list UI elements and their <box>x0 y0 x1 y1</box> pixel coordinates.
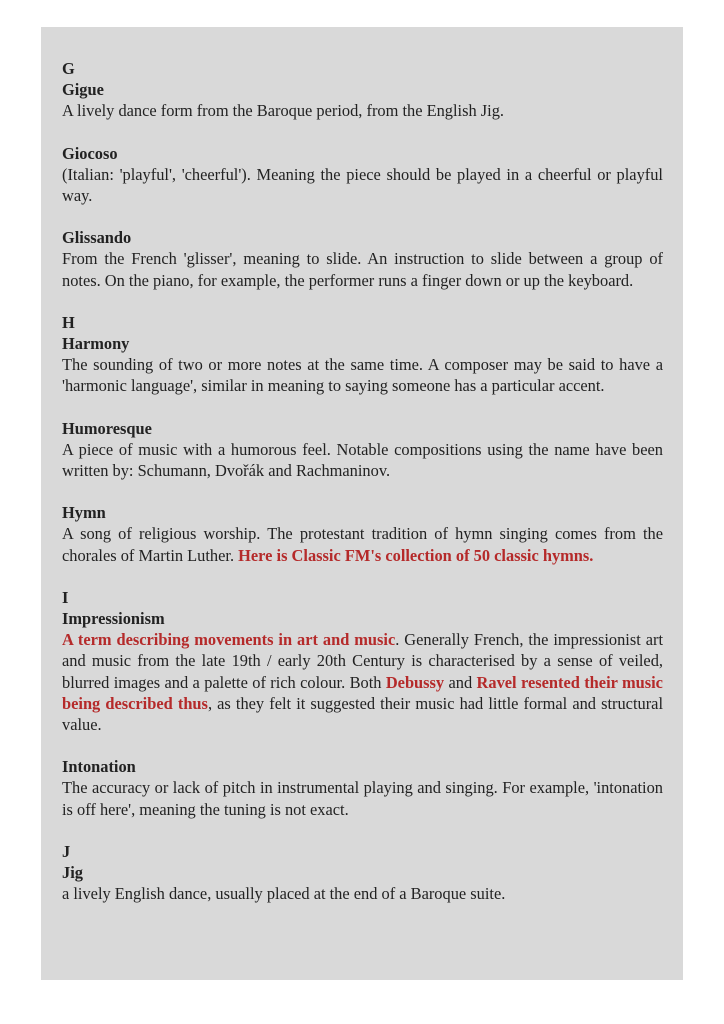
ravel-link[interactable]: Ravel resented their music being described thus <box>62 672 663 713</box>
definition-glissando: From the French 'glisser', meaning to slide. An instruction to slide between a group of notes. On the piano, for example, the performer runs a finger down or up the keyboard. <box>62 249 663 290</box>
definition-humoresque: A piece of music with a humorous feel. Notable compositions using the name have been written by: Schumann, Dvořák and Rachmaninov. <box>62 439 663 481</box>
impressionism-text-2: and <box>448 672 473 692</box>
term-glissando: Glissando <box>62 228 132 248</box>
term-jig: Jig <box>62 863 83 883</box>
impressionism-text-3: , as they felt it suggested their music had little formal and structural value. <box>62 693 663 735</box>
definition-hymn <box>62 523 663 565</box>
term-humoresque: Humoresque <box>62 418 152 438</box>
term-harmony: Harmony <box>62 334 130 354</box>
definition-harmony: The sounding of two or more notes at the same time. A composer may be said to have a 'harmonic language', similar in meaning to saying someone has a particular accent. <box>62 355 663 396</box>
section-letter-h: H <box>62 312 75 332</box>
definition-hymn-text: A song of religious worship. The protestant tradition of hymn singing comes from the chorales of Martin Luther. <box>62 524 663 565</box>
debussy-link[interactable]: Debussy <box>385 672 445 692</box>
section-letter-g: G <box>62 59 75 78</box>
term-impressionism: Impressionism <box>62 609 165 629</box>
definition-jig: a lively English dance, usually placed at the end of a Baroque suite. <box>62 884 506 904</box>
term-intonation: Intonation <box>62 757 136 777</box>
section-letter-i: I <box>62 587 69 607</box>
glossary-content <box>62 58 663 905</box>
definition-intonation: The accuracy or lack of pitch in instrumental playing and singing. For example, 'intonation is off here', meaning the tuning is not exact. <box>62 778 663 819</box>
impressionism-text-1: . Generally French, the impressionist art and music from the late 19th / early 20th Century is characterised by a sense of veiled, blurred images and a palette of rich colour. Both <box>62 630 663 692</box>
definition-impressionism <box>62 629 663 735</box>
term-giocoso: Giocoso <box>62 143 118 163</box>
glossary-panel <box>41 27 683 980</box>
section-letter-j: J <box>62 841 71 861</box>
definition-giocoso: (Italian: 'playful', 'cheerful'). Meaning the piece should be played in a cheerful or playful way. <box>62 164 663 206</box>
term-hymn: Hymn <box>62 503 106 523</box>
definition-gigue: A lively dance form from the Baroque period, from the English Jig. <box>62 101 504 121</box>
hymns-collection-link[interactable]: Here is Classic FM's collection of 50 classic hymns. <box>238 545 594 565</box>
term-gigue: Gigue <box>62 80 104 100</box>
impressionism-term-link[interactable]: A term describing movements in art and music <box>62 630 396 650</box>
